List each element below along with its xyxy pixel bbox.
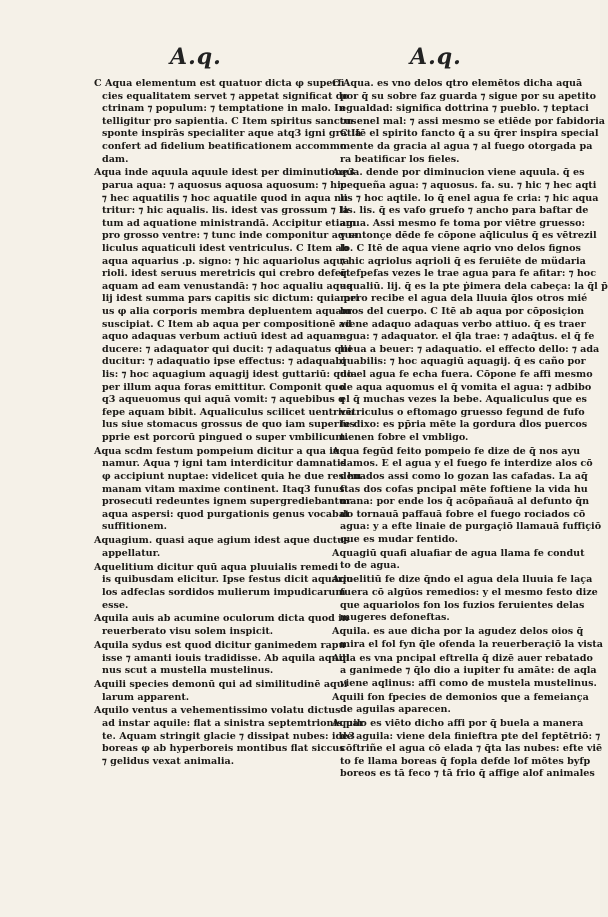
spanish-line: C Aqua. es vno delos qtro elemētos dicha aquā (332, 78, 583, 89)
latin-line: liculus aquaticuli idest ventriculus. C Item ab (102, 243, 349, 255)
latin-line: cies equalitatem servet ⁊ appetat significat do (102, 90, 349, 102)
latin-line: suscipiat. C Item ab aqua per compositionē ad (102, 318, 352, 330)
latin-line: parua aqua: ⁊ aquosus aquosa aquosum: ⁊ hic (102, 180, 347, 192)
latin-line: is quibusdam elicitur. Ipse festus dicit aquario (102, 574, 353, 586)
spanish-line: y entonçe dēde fe cōpone aq̄liculus q̄ es vētrezil (340, 230, 597, 242)
spanish-line: Aquila. es aue dicha por la agudez delos oios q̄ (332, 626, 584, 638)
latin-line: dam. (102, 153, 129, 165)
latin-line: Aquagium. quasi aque agium idest aque ductus (94, 535, 350, 547)
spanish-line: el q̄ muchas vezes la bebe. Aqualiculus que es (340, 394, 587, 406)
spanish-line: Aqla es vna pncipal eftrella q̄ dizē auer rebatado (332, 652, 593, 664)
latin-column (94, 78, 364, 770)
spanish-line: mente da gracia al agua ⁊ al fuego otorgada pa (340, 140, 593, 152)
latin-line: per illum aqua foras emittitur. Componit quo (102, 381, 346, 393)
spanish-line: Aqua. dende por diminucion viene aquula. q̄ es (332, 167, 585, 179)
spanish-line: do el agua fe echa fuera. Cōpone fe affi mesmo (340, 368, 593, 380)
latin-entry (94, 78, 362, 166)
spanish-line: fe dixo: es pp̄ria mēte la gordura d̄los puercos (340, 419, 588, 431)
latin-line: φ accipiunt nuptae: videlicet quia he due res hu (102, 471, 362, 482)
spanish-line: viene aqlinus: affi como de mustela mustelinus. (340, 677, 597, 689)
latin-entry (94, 678, 348, 704)
spanish-line: mana: por ende los q̄ acōpañauā al defunto q̄n (340, 496, 590, 508)
spanish-entry (332, 574, 598, 624)
spanish-line: lis ⁊ hoc aqtile. lo q̄ enel agua fe cria: ⁊ hic aqua (340, 192, 599, 204)
spanish-line: C Itē el spirito fancto q̄ a su q̄rer inspira special (340, 128, 599, 140)
latin-line: aquam ad eam venustandā: ⁊ hoc aqualiu aqua (102, 280, 353, 292)
latin-line: esse. (102, 599, 129, 611)
spanish-line: fuera cō algūos remedios: y el mesmo festo dize (340, 586, 598, 598)
latin-line: aquo adaquas verbum actiuū idest ad aquam (102, 331, 343, 343)
spanish-line: denados assi como lo gozan las cafadas. La aq̄ (340, 471, 588, 482)
spanish-line: lieua a beuer: ⁊ adaquatio. el effecto dello: ⁊ ada (340, 343, 600, 355)
spanish-line: a ganimede ⁊ q̄lo dio a iupiter fu amāte: de aqla (340, 665, 597, 677)
latin-line: C Aqua elementum est quatuor dicta φ superfi (94, 78, 345, 89)
latin-line: us φ alia corporis membra depluentem aquam (102, 305, 352, 317)
spanish-line: Aquilo es viēto dicho affi por q̄ buela a manera (332, 718, 584, 730)
spanish-line: de aqua aquomus el q̄ vomita el agua: ⁊ adbibo (340, 381, 592, 393)
spanish-line: pequeña agua: ⁊ aquosus. fa. su. ⁊ hic ⁊ hec aqti (340, 180, 597, 192)
running-head-left: A.q. (170, 44, 222, 70)
spanish-line: agua: y a efte linaie de purgaçiō llamauā fuffiçiō (340, 521, 602, 533)
latin-line: Aquili species demonū qui ad similitudinē aqui (94, 678, 348, 690)
spanish-line: q̄ efpefas vezes le trae agua para fe afitar: ⁊ hoc (340, 268, 597, 280)
spanish-line: ra beatificar los fieles. (340, 153, 460, 165)
spanish-line: Aqua fegūd feito pompeio fe dize de q̄ nos ayu (332, 445, 581, 457)
spanish-line: tienen fobre el vmbligo. (340, 431, 469, 443)
latin-line: Aquila auis ab acumine oculorum dicta quod in (94, 613, 349, 625)
spanish-line: on enel mal: ⁊ assi mesmo se etiēde por fabidoria (340, 115, 605, 127)
spanish-entry (332, 691, 589, 717)
spanish-line: mero recibe el agua dela lluuia q̄los otros mié (340, 293, 588, 305)
latin-line: reuerberato visu solem inspicit. (102, 626, 274, 638)
spanish-column (332, 78, 608, 782)
latin-line: Aquilo ventus a vehementissimo volatu dictus (94, 705, 341, 717)
spanish-line: por q̄ su sobre faz guarda ⁊ sigue por su apetito (340, 90, 597, 102)
latin-line: los adfeclas sordidos mulierum impudicarum (102, 586, 346, 598)
latin-line: aqua aspersi: quod purgationis genus vocabat (102, 508, 350, 520)
spanish-line: que aquariolos fon los fuzios feruientes delas (340, 599, 585, 611)
latin-line: pro grosso ventre: ⁊ tunc inde componitur aqua (102, 230, 358, 242)
spanish-line: bros del cuerpo. C Itē ab aqua por cōposiçion (340, 305, 585, 317)
latin-line: pprie est porcorū pingued o super vmbilicum. (102, 431, 349, 443)
latin-line: manam vitam maxime continent. Itaq3 funus (102, 483, 345, 495)
latin-entry (94, 639, 350, 678)
spanish-line: boreos es tā feco ⁊ tā frio q̄ affige alof animales (340, 768, 595, 780)
spanish-entry (332, 78, 605, 166)
spanish-line: quabilis: ⁊ hoc aquagiū aquagij. q̄ es caño por (340, 356, 586, 368)
spanish-line: lo. C Itē de aqua viene aqrio vno delos fignos (340, 243, 581, 255)
latin-line: fepe aquam bibit. Aqualiculus scilicet uentricu (102, 406, 355, 418)
spanish-entry (332, 718, 603, 781)
latin-line: prosecuti redeuntes ignem supergrediebantur (102, 496, 351, 508)
latin-line: ctrinam ⁊ populum: ⁊ temptatione in malo. In (102, 103, 346, 115)
latin-line: ducere: ⁊ adaquator qui ducit: ⁊ adaquatus qui (102, 343, 352, 355)
spanish-line: mira el fol fyn q̄le ofenda la reuerberaçiō la vista (340, 638, 603, 650)
latin-line: telligitur pro sapientia. C Item spiritus sanctus (102, 115, 357, 127)
spanish-line: cōftriñe el agua cō elada ⁊ q̄ta las nubes: efte viē (340, 743, 603, 755)
spanish-line: agua: ⁊ adaquator. el q̄la trae: ⁊ adaq̄tus. el q̄ fe (340, 331, 595, 343)
spanish-entry (332, 626, 603, 651)
latin-line: suffitionem. (102, 521, 167, 533)
spanish-line: ⁊ hic aqriolus aqrioli q̄ es feruiēte de müdaria (340, 255, 586, 267)
spanish-line: egualdad: significa dottrina ⁊ pueblo. ⁊ teptaci (340, 103, 589, 115)
spanish-line: Aquili fon fpecies de demonios que a femeiança (332, 691, 589, 703)
latin-line: ⁊ hec aquatilis ⁊ hoc aquatile quod in aqua nu (102, 192, 349, 204)
latin-line: te. Aquam stringit glacie ⁊ dissipat nubes: ide3 (102, 730, 355, 742)
latin-line: ad instar aquile: flat a sinistra septemtrionis par (102, 718, 364, 730)
latin-line: q3 aqueuomus qui aquā vomit: ⁊ aquebibus q (102, 394, 345, 406)
latin-line: appellatur. (102, 547, 161, 559)
latin-line: isse ⁊ amanti iouis tradidisse. Ab aquila aquili (102, 652, 350, 664)
spanish-line: ftas dos cofas pncipal mēte foftiene la vida hu (340, 483, 588, 495)
latin-line: tum ad aquatione ministrandā. Accipitur etiam (102, 217, 356, 229)
spanish-line: viene adaquo adaquas verbo attiuo. q̄ es traer (340, 318, 586, 330)
latin-entry (94, 705, 364, 768)
spanish-line: Aquelitiū fe dize q̄ndo el agua dela lluuia fe laça (332, 574, 593, 586)
latin-line: lis: ⁊ hoc aquagium aquagij idest guttariū: quia (102, 368, 357, 380)
spanish-line: Aquagiū quafi aluafiar de agua llama fe condut (332, 547, 585, 559)
latin-line: lus siue stomacus grossus de quo iam superius (102, 419, 355, 431)
spanish-entry (332, 652, 597, 691)
spanish-line: lis. lis. q̄ es vafo gruefo ⁊ ancho para baftar de (340, 205, 589, 217)
spanish-entry (332, 167, 608, 444)
latin-line: lij idest summa pars capitis sic dictum: quia pri (102, 293, 360, 305)
running-head-right: A.q. (410, 44, 462, 70)
spanish-entry (332, 547, 585, 573)
latin-line: namur. Aqua ⁊ igni tam interdicitur damnatis (102, 458, 347, 470)
spanish-line: vētriculus o eftomago gruesso fegund de fufo (340, 406, 585, 418)
latin-line: nus scut a mustella mustelinus. (102, 665, 274, 677)
latin-line: confert ad fidelium beatificationem accommo (102, 140, 347, 152)
spanish-line: de aguila: viene dela finieftra pte del feptētriō: ⁊ (340, 730, 601, 742)
latin-entry (94, 613, 349, 638)
latin-line: boreas φ ab hyperboreis montibus flat siccus (102, 743, 345, 755)
spanish-line: to de agua. (340, 560, 400, 572)
latin-line: Aquila sydus est quod dicitur ganimedem rapu (94, 639, 346, 651)
spanish-line: to fe llama boreas q̄ fopla defde lof mōtes byfp (340, 755, 591, 767)
latin-line: aqua aquarius .p. signo: ⁊ hic aquariolus aqua (102, 255, 350, 267)
spanish-line: agua. Assi mesmo fe toma por viētre gruesso: (340, 217, 586, 229)
latin-line: Aqua scdm festum pompeium dicitur a qua iu (94, 445, 340, 457)
spanish-entry (332, 445, 602, 547)
latin-line: sponte inspirās specialiter aque atq3 igni gratiā (102, 128, 362, 140)
spanish-line: que es mudar fentido. (340, 533, 458, 545)
spanish-line: do tornauā paffauā fobre el fuego rociados cō (340, 508, 586, 520)
latin-line: tritur: ⁊ hic aqualis. lis. idest vas grossum ⁊ la (102, 205, 349, 217)
spanish-line: aqualiū. lij. q̄ es la pte ṗimera dela cabeça: la q̄l p̄ (340, 280, 608, 292)
latin-line: Aquelitium dicitur quū aqua pluuialis remedi (94, 561, 339, 573)
latin-line: Aqua inde aquula aquule idest per diminutione3 (94, 167, 355, 179)
latin-line: ducitur: ⁊ adaquatio ipse effectus: ⁊ adaquabi (102, 356, 346, 368)
latin-line: ⁊ gelidus vexat animalia. (102, 755, 235, 767)
latin-line: larum apparent. (102, 691, 190, 703)
latin-line: rioli. idest seruus meretricis qui crebro defert (102, 268, 351, 280)
latin-entry (94, 561, 353, 612)
latin-entry (94, 167, 360, 444)
latin-entry (94, 535, 350, 560)
spanish-line: mugeres defoneftas. (340, 612, 450, 624)
spanish-line: damos. E el agua y el fuego fe interdize alos cō (340, 458, 593, 470)
spanish-line: de aguilas aparecen. (340, 704, 451, 716)
latin-entry (94, 445, 362, 534)
